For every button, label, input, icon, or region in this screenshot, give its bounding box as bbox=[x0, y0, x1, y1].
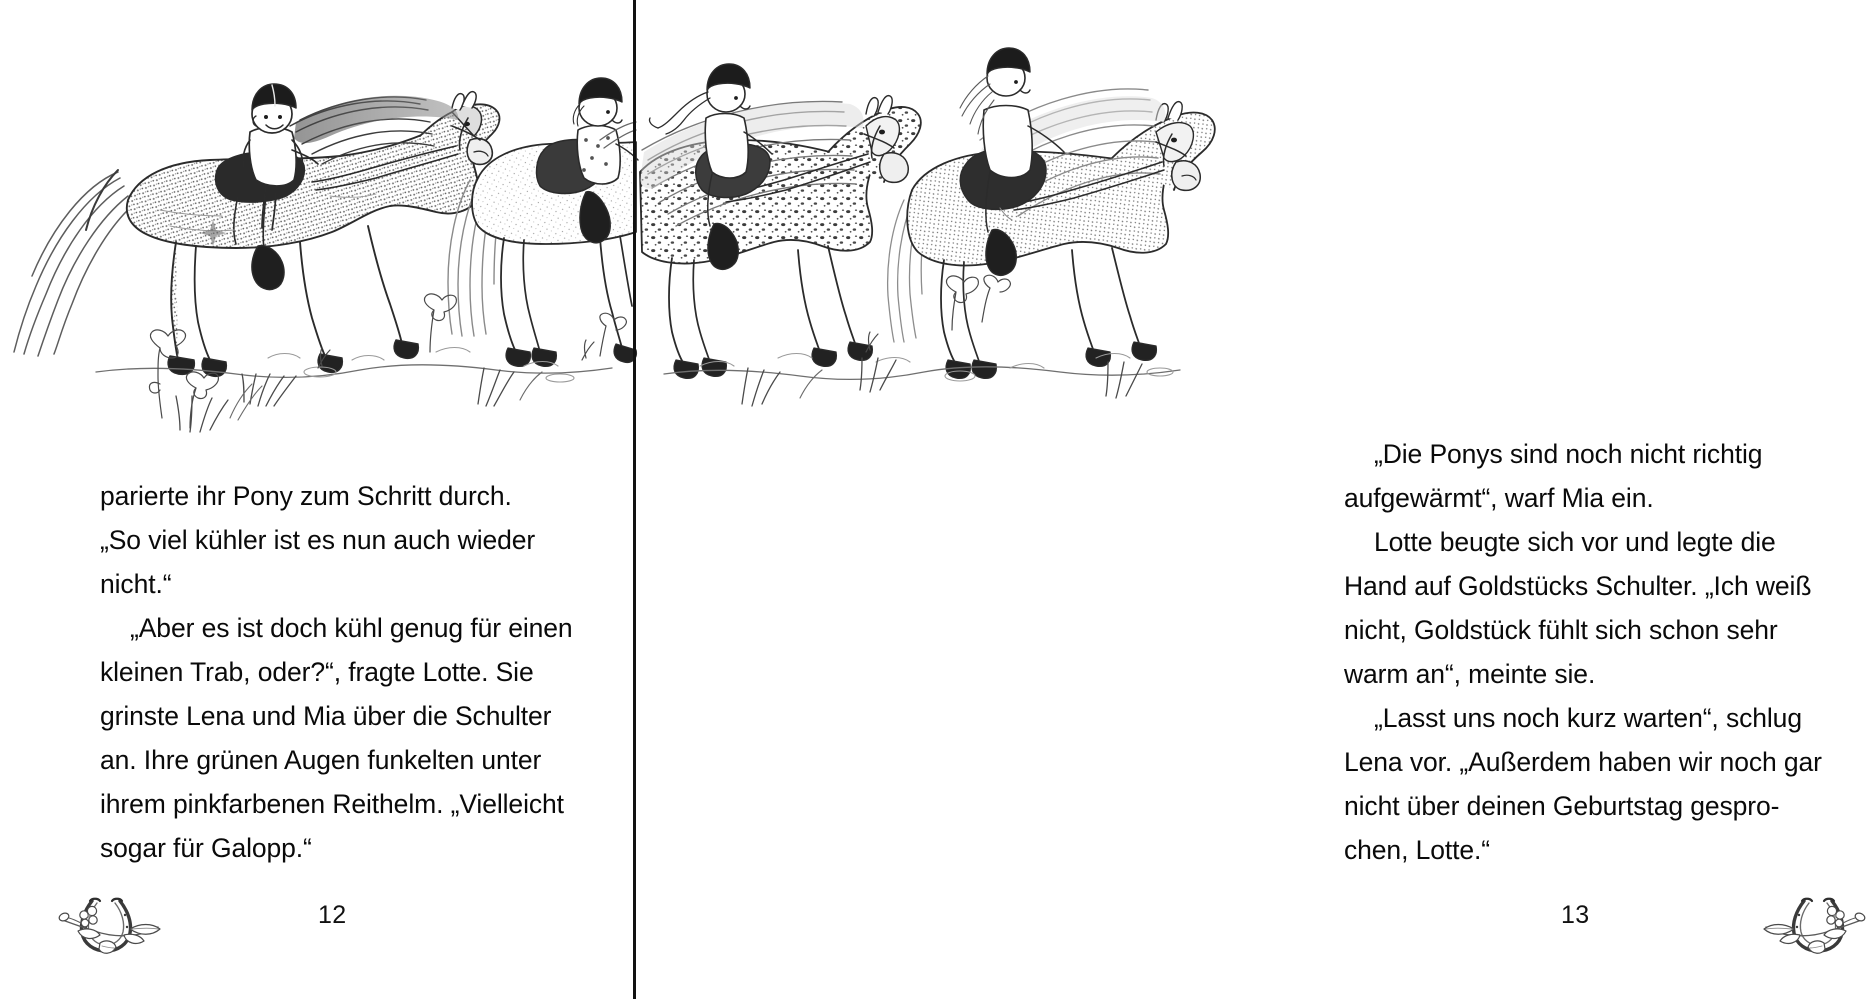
pony-illustration bbox=[0, 0, 1280, 460]
text-line: warm an“, meinte sie. bbox=[1344, 659, 1596, 689]
text-line: chen, Lotte.“ bbox=[1344, 835, 1491, 865]
text-line: nicht, Goldstück fühlt sich schon sehr bbox=[1344, 615, 1778, 645]
text-line: an. Ihre grünen Augen funkelten unter bbox=[100, 745, 542, 775]
paragraph bbox=[1344, 696, 1822, 872]
pony-three bbox=[640, 64, 921, 378]
left-page-footer bbox=[0, 889, 633, 999]
text-line: kleinen Trab, oder?“, fragte Lotte. Sie bbox=[100, 657, 534, 687]
text-line: Hand auf Goldstücks Schulter. „Ich weiß bbox=[1344, 571, 1812, 601]
right-page-footer bbox=[636, 889, 1590, 999]
text-line: sogar für Galopp.“ bbox=[100, 833, 312, 863]
paragraph bbox=[1344, 432, 1822, 520]
text-line: „So viel kühler ist es nun auch wieder bbox=[100, 525, 536, 555]
text-line: ihrem pinkfarbenen Reithelm. „Vielleicht bbox=[100, 789, 564, 819]
left-page-text bbox=[100, 474, 573, 870]
pony-four bbox=[888, 48, 1215, 378]
text-line: nicht.“ bbox=[100, 569, 172, 599]
text-line: Lena vor. „Außerdem haben wir noch gar bbox=[1344, 747, 1822, 777]
page-number: 13 bbox=[1561, 901, 1590, 929]
paragraph bbox=[100, 606, 573, 870]
text-line: parierte ihr Pony zum Schritt durch. bbox=[100, 481, 512, 511]
horseshoe-ornament-icon bbox=[1756, 889, 1876, 959]
text-line: Lotte beugte sich vor und legte die bbox=[1374, 527, 1776, 557]
horseshoe-ornament-icon bbox=[48, 889, 168, 959]
right-page-text bbox=[1344, 432, 1822, 872]
pony-one bbox=[14, 84, 499, 376]
text-line: „Lasst uns noch kurz warten“, schlug bbox=[1374, 703, 1802, 733]
paragraph bbox=[100, 474, 573, 606]
book-gutter-line bbox=[633, 0, 636, 999]
ground-and-meadow bbox=[96, 275, 1180, 432]
text-line: „Die Ponys sind noch nicht richtig bbox=[1374, 439, 1763, 469]
paragraph bbox=[1344, 520, 1822, 696]
text-line: aufgewärmt“, warf Mia ein. bbox=[1344, 483, 1654, 513]
text-line: „Aber es ist doch kühl genug für einen bbox=[130, 613, 573, 643]
page-number: 12 bbox=[318, 901, 347, 929]
text-line: grinste Lena und Mia über die Schulter bbox=[100, 701, 552, 731]
text-line: nicht über deinen Geburtstag gespro- bbox=[1344, 791, 1780, 821]
